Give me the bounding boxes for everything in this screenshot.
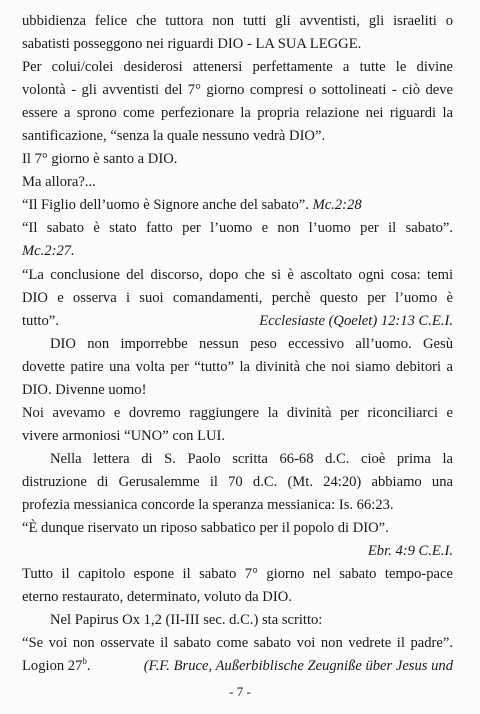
citation-text: (F.F. Bruce, Außerbiblische Zeugniße über Jesus und [143,658,453,675]
quote-text: “Il Figlio dell’uomo è Signore anche del sabato”. [22,197,309,214]
bible-reference: Ecclesiaste (Qoelet) 12:13 C.E.I. [259,312,453,329]
text-line: Tutto il capitolo espone il sabato 7° giorno nel sabato tempo-pace [22,566,453,583]
text-line: Ma allora?... [22,174,96,191]
logion-label: Logion 27$^b$. [22,656,91,675]
citation-line [22,655,453,678]
text-line: vivere armoniosi “UNO” con LUI. [22,427,226,444]
bible-reference: Ebr. 4:9 C.E.I. [367,543,453,560]
quote-text: tutto”. [22,312,59,329]
quote-line: “Se voi non osservate il sabato come sabato voi non vedrete il padre”. [22,635,453,652]
text-line: sabatisti posseggono nei riguardi DIO - LA SUA LEGGE. [22,36,362,53]
text-line: distruzione di Gerusalemme il 70 d.C. (Mt. 24:20) abbiamo una [22,473,453,490]
quote-line [22,310,453,333]
quote-line: “La conclusione del discorso, dopo che si è ascoltato ogni cosa: temi [22,266,453,283]
page-number: - 7 - [229,684,251,699]
text-line: santificazione, “senza la quale nessuno vedrà DIO”. [22,128,326,145]
text-line: ubbidienza felice che tuttora non tutti gli avventisti, gli israeliti o [22,13,453,29]
text-line: dovette patire una volta per “tutto” la divinità che noi siamo debitori a [22,358,453,375]
text-line: Nel Papirus Ox 1,2 (II-III sec. d.C.) sta scritto: [50,612,323,629]
quote-line: DIO e osserva i suoi comandamenti, perchè questo per l’uomo è [22,289,453,306]
quote-line: “È dunque riservato un riposo sabbatico per il popolo di DIO”. [22,520,389,537]
quote-line: “Il sabato è stato fatto per l’uomo e non l’uomo per il sabato”. [22,220,453,237]
bible-reference: Mc.2:27. [22,243,75,260]
text-line: volontà - gli avventisti del 7° giorno compresi o sottolineati - ciò deve [22,82,453,99]
bible-reference: Mc.2:28 [312,197,362,214]
text-line: Per colui/colei desiderosi attenersi perfettamente a tutte le divine [22,59,453,76]
text-line: profezia messianica concorde la speranza messianica: Is. 66:23. [22,496,394,513]
footnote-marker: b [82,656,87,667]
text-line: eterno restaurato, determinato, voluto da DIO. [22,589,292,606]
text-line: essere a sprono come perfezionare la propria relazione nei riguardi la [22,105,453,122]
text-line: Noi avevamo e dovremo raggiungere la divinità per riconciliarci e [22,404,453,421]
text-line: DIO. Divenne uomo! [22,381,147,398]
text-line: DIO non imporrebbe nessun peso eccessivo all’uomo. Gesù [50,335,453,352]
text-line: Il 7° giorno è santo a DIO. [22,151,178,168]
quote-line [22,194,453,217]
text-line: Nella lettera di S. Paolo scritta 66-68 d.C. cioè prima la [50,450,453,467]
